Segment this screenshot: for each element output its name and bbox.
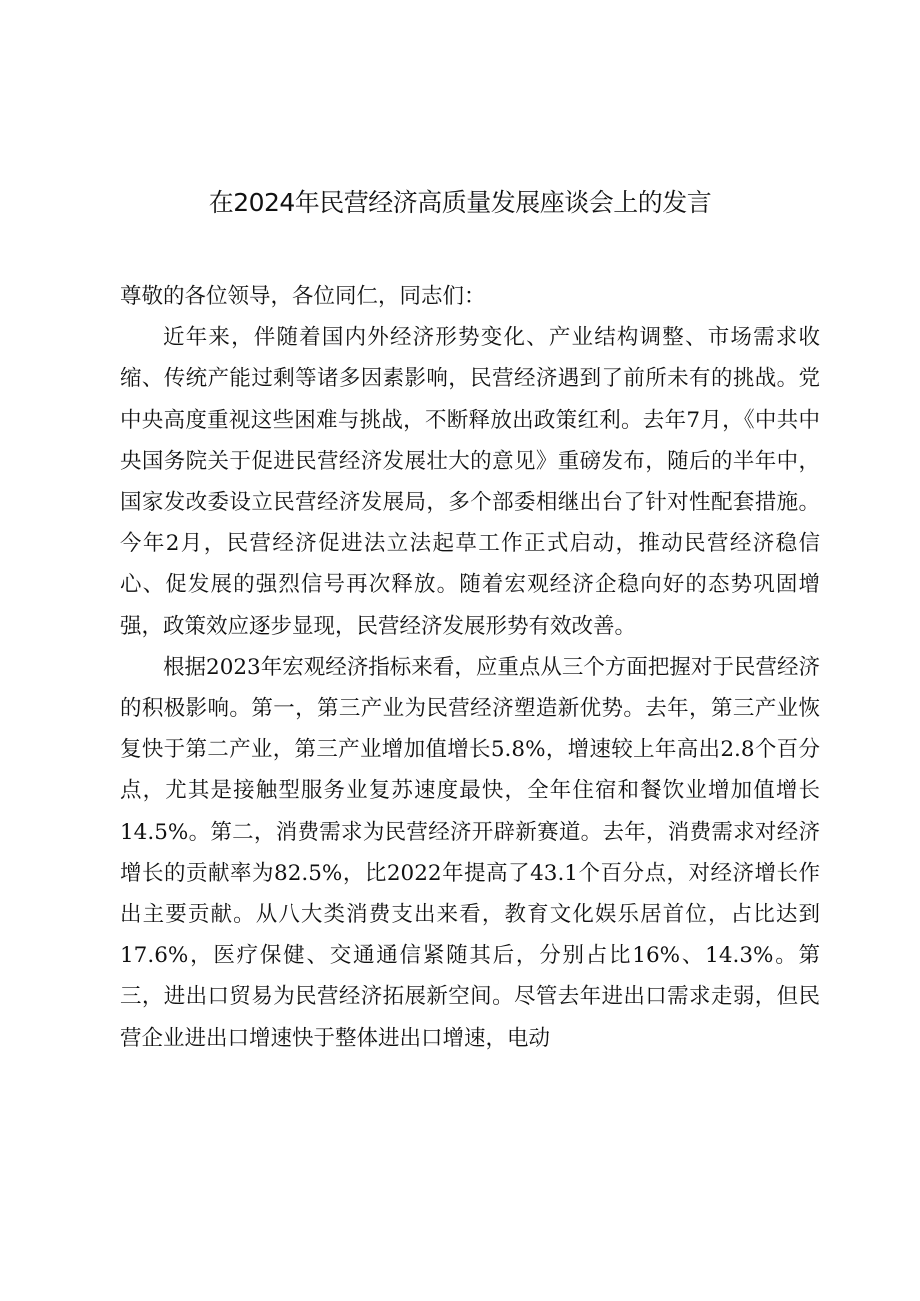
paragraph-2: 根据2023年宏观经济指标来看，应重点从三个方面把握对于民营经济的积极影响。第一，第三产业为民营经济塑造新优势。去年，第三产业恢复快于第二产业，第三产业增加值增长5.8%，增速较上年高出2.8个百分点，尤其是接触型服务业复苏速度最快，全年住宿和餐饮业增加值增长14.5%。第二，消费需求为民营经济开辟新赛道。去年，消费需求对经济增长的贡献率为82.5%，比2022年提高了43.1个百分点，对经济增长作出主要贡献。从八大类消费支出来看，教育文化娱乐居首位，占比达到17.6%，医疗保健、交通通信紧随其后，分别占比16%、14.3%。第三，进出口贸易为民营经济拓展新空间。尽管去年进出口需求走弱，但民营企业进出口增速快于整体进出口增速，电动 [120, 654, 820, 1051]
document-title: 在2024年民营经济高质量发展座谈会上的发言 [208, 188, 712, 217]
paragraph-1: 近年来，伴随着国内外经济形势变化、产业结构调整、市场需求收缩、传统产能过剩等诸多因素影响，民营经济遇到了前所未有的挑战。党中央高度重视这些困难与挑战，不断释放出政策红利。去年7月，《中共中央国务院关于促进民营经济发展壮大的意见》重磅发布，随后的半年中，国家发改委设立民营经济发展局，多个部委相继出台了针对性配套措施。今年2月，民营经济促进法立法起草工作正式启动，推动民营经济稳信心、促发展的强烈信号再次释放。随着宏观经济企稳向好的态势巩固增强，政策效应逐步显现，民营经济发展形势有效改善。 [120, 325, 820, 639]
document-body [120, 276, 820, 1059]
salutation: 尊敬的各位领导，各位同仁，同志们： [120, 284, 486, 309]
